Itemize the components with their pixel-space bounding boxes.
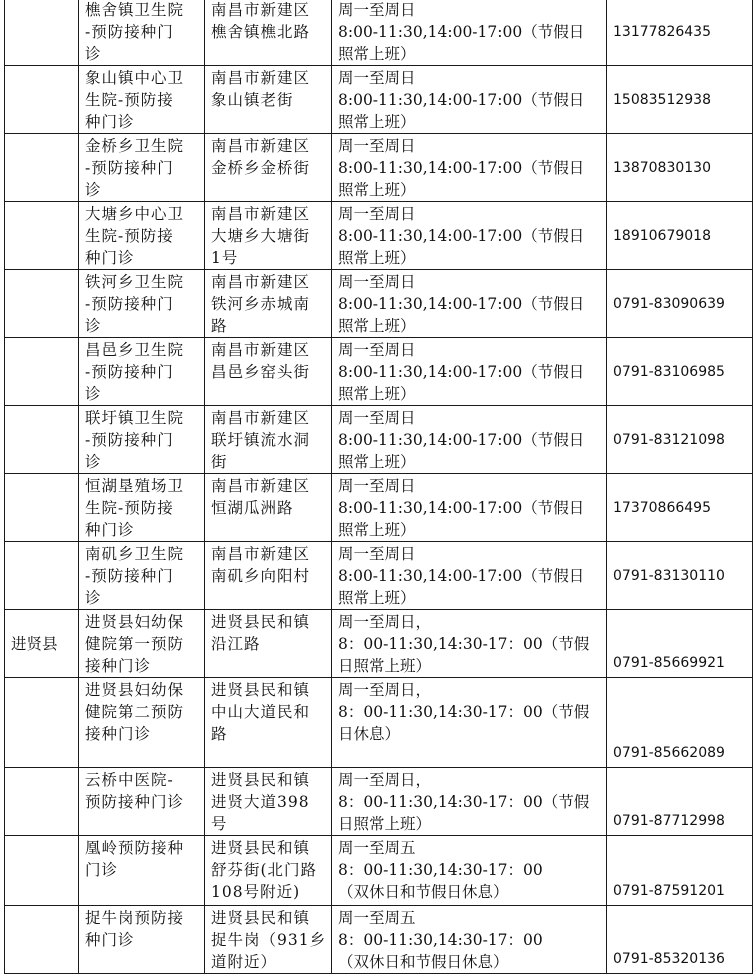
clinic-hours-line: （双休日和节假日休息） xyxy=(338,883,509,901)
clinic-phone: 0791-85662089 xyxy=(607,678,753,768)
table-row xyxy=(5,66,753,134)
clinic-hours-line: 照常上班） xyxy=(338,453,416,471)
clinic-address xyxy=(205,768,332,836)
clinic-hours-line: 照常上班） xyxy=(338,385,416,403)
clinic-hours xyxy=(332,610,607,678)
clinic-phone: 0791-83090639 xyxy=(607,270,753,338)
clinic-address xyxy=(205,906,332,974)
clinic-address-line: 象山镇老街 xyxy=(211,91,294,109)
clinic-address-line: 路 xyxy=(211,317,228,335)
clinic-phone: 0791-83106985 xyxy=(607,338,753,406)
clinic-address-line: 号 xyxy=(211,815,228,833)
clinic-name-line: 南矶乡卫生院 xyxy=(85,545,185,563)
county-cell xyxy=(5,134,79,202)
table-row xyxy=(5,270,753,338)
clinic-address-line: 捉牛岗（931乡 xyxy=(211,931,327,949)
clinic-name xyxy=(79,836,205,906)
table-row xyxy=(5,406,753,474)
county-cell xyxy=(5,836,79,906)
clinic-hours-line: 8:00-11:30,14:00-17:00（节假日 xyxy=(338,363,585,381)
clinic-name-line: 健院第一预防 xyxy=(85,635,185,653)
clinic-hours xyxy=(332,768,607,836)
clinic-hours-line: 周一至周日 xyxy=(338,137,416,155)
clinic-hours xyxy=(332,542,607,610)
clinic-hours-line: 周一至周日， xyxy=(338,613,432,631)
clinic-name-line: 凰岭预防接种 xyxy=(85,839,185,857)
table-row xyxy=(5,542,753,610)
table-row xyxy=(5,678,753,768)
clinic-hours xyxy=(332,202,607,270)
clinic-hours-line: 8:00-11:30,14:00-17:00（节假日 xyxy=(338,159,585,177)
county-cell: 进贤县 xyxy=(5,610,79,678)
county-cell xyxy=(5,0,79,66)
clinic-address-line: 南昌市新建区 xyxy=(211,1,311,19)
clinic-name-line: -预防接种门 xyxy=(85,23,174,41)
county-cell xyxy=(5,406,79,474)
clinic-phone: 0791-85669921 xyxy=(607,610,753,678)
clinic-hours-line: （双休日和节假日休息） xyxy=(338,953,509,971)
clinic-name-line: 诊 xyxy=(85,589,102,607)
county-cell xyxy=(5,202,79,270)
clinic-hours-line: 日照常上班） xyxy=(338,815,432,833)
clinic-name-line: 进贤县妇幼保 xyxy=(85,613,185,631)
clinic-phone: 0791-85320136 xyxy=(607,906,753,974)
clinic-address xyxy=(205,836,332,906)
clinic-address-line: 昌邑乡窑头街 xyxy=(211,363,311,381)
clinic-phone: 0791-83130110 xyxy=(607,542,753,610)
clinic-hours xyxy=(332,270,607,338)
clinic-name-line: 诊 xyxy=(85,317,102,335)
clinic-address xyxy=(205,270,332,338)
clinic-phone: 0791-87712998 xyxy=(607,768,753,836)
clinic-name-line: -预防接种门 xyxy=(85,159,174,177)
table-row xyxy=(5,906,753,974)
clinic-address-line: 南昌市新建区 xyxy=(211,69,311,87)
clinic-hours-line: 8：00-11:30,14:30-17：00 xyxy=(338,931,543,949)
clinic-hours-line: 日休息） xyxy=(338,725,401,743)
clinic-address xyxy=(205,66,332,134)
clinic-hours-line: 照常上班） xyxy=(338,45,416,63)
clinic-name-line: 种门诊 xyxy=(85,113,135,131)
clinic-table-body xyxy=(5,0,753,974)
clinic-hours-line: 8：00-11:30,14:30-17：00（节假 xyxy=(338,703,590,721)
clinic-address-line: 金桥乡金桥街 xyxy=(211,159,311,177)
clinic-name-line: -预防接种门 xyxy=(85,567,174,585)
clinic-name-line: 樵舍镇卫生院 xyxy=(85,1,185,19)
clinic-name xyxy=(79,906,205,974)
clinic-address xyxy=(205,406,332,474)
clinic-phone: 15083512938 xyxy=(607,66,753,134)
clinic-phone: 0791-87591201 xyxy=(607,836,753,906)
clinic-hours-line: 周一至周日 xyxy=(338,477,416,495)
clinic-address-line: 樵舍镇樵北路 xyxy=(211,23,311,41)
clinic-name xyxy=(79,678,205,768)
clinic-address-line: 铁河乡赤城南 xyxy=(211,295,311,313)
clinic-name-line: 健院第二预防 xyxy=(85,703,185,721)
clinic-name xyxy=(79,474,205,542)
clinic-hours xyxy=(332,678,607,768)
table-row xyxy=(5,836,753,906)
clinic-name-line: 进贤县妇幼保 xyxy=(85,681,185,699)
clinic-hours-line: 周一至周日 xyxy=(338,545,416,563)
county-cell xyxy=(5,338,79,406)
county-cell xyxy=(5,66,79,134)
clinic-hours-line: 周一至周日 xyxy=(338,205,416,223)
clinic-name-line: 铁河乡卫生院 xyxy=(85,273,185,291)
clinic-hours-line: 周一至周日 xyxy=(338,341,416,359)
table-row xyxy=(5,338,753,406)
clinic-address-line: 恒湖瓜洲路 xyxy=(211,499,294,517)
clinic-hours-line: 8:00-11:30,14:00-17:00（节假日 xyxy=(338,23,585,41)
clinic-hours-line: 周一至周五 xyxy=(338,909,416,927)
clinic-hours-line: 周一至周五 xyxy=(338,839,416,857)
clinic-address xyxy=(205,610,332,678)
clinic-address-line: 进贤县民和镇 xyxy=(211,839,311,857)
clinic-name xyxy=(79,406,205,474)
table-row xyxy=(5,202,753,270)
clinic-hours-line: 照常上班） xyxy=(338,181,416,199)
clinic-name-line: 云桥中医院- xyxy=(85,771,174,789)
clinic-address-line: 南昌市新建区 xyxy=(211,477,311,495)
clinic-name-line: 种门诊 xyxy=(85,931,135,949)
clinic-address-line: 进贤县民和镇 xyxy=(211,681,311,699)
clinic-name-line: 种门诊 xyxy=(85,249,135,267)
county-cell xyxy=(5,768,79,836)
clinic-name-line: 诊 xyxy=(85,45,102,63)
clinic-name xyxy=(79,134,205,202)
clinic-hours-line: 8:00-11:30,14:00-17:00（节假日 xyxy=(338,91,585,109)
clinic-hours-line: 8：00-11:30,14:30-17：00（节假 xyxy=(338,793,590,811)
clinic-hours xyxy=(332,474,607,542)
clinic-hours xyxy=(332,0,607,66)
clinic-hours-line: 周一至周日， xyxy=(338,771,432,789)
clinic-address xyxy=(205,338,332,406)
clinic-name-line: 门诊 xyxy=(85,861,119,879)
clinic-name xyxy=(79,202,205,270)
clinic-name-line: 象山镇中心卫 xyxy=(85,69,185,87)
clinic-address-line: 进贤大道398 xyxy=(211,793,310,811)
table-row xyxy=(5,768,753,836)
clinic-address-line: 南矶乡向阳村 xyxy=(211,567,311,585)
clinic-name-line: -预防接种门 xyxy=(85,295,174,313)
clinic-name xyxy=(79,270,205,338)
clinic-name-line: 昌邑乡卫生院 xyxy=(85,341,185,359)
clinic-name-line: -预防接种门 xyxy=(85,431,174,449)
clinic-name-line: 预防接种门诊 xyxy=(85,793,185,811)
clinic-phone: 17370866495 xyxy=(607,474,753,542)
clinic-hours-line: 8：00-11:30,14:30-17：00 xyxy=(338,861,543,879)
clinic-phone: 18910679018 xyxy=(607,202,753,270)
clinic-address-line: 街 xyxy=(211,453,228,471)
clinic-address-line: 沿江路 xyxy=(211,635,261,653)
clinic-hours-line: 周一至周日， xyxy=(338,681,432,699)
clinic-hours-line: 日照常上班） xyxy=(338,657,432,675)
clinic-name-line: 大塘乡中心卫 xyxy=(85,205,185,223)
county-cell xyxy=(5,270,79,338)
clinic-name-line: 生院-预防接 xyxy=(85,227,174,245)
clinic-name xyxy=(79,66,205,134)
clinic-address-line: 联圩镇流水洞 xyxy=(211,431,311,449)
table-row xyxy=(5,0,753,66)
table-row xyxy=(5,134,753,202)
clinic-hours-line: 照常上班） xyxy=(338,249,416,267)
clinic-name xyxy=(79,542,205,610)
clinic-address-line: 进贤县民和镇 xyxy=(211,909,311,927)
clinic-hours-line: 8:00-11:30,14:00-17:00（节假日 xyxy=(338,227,585,245)
clinic-hours-line: 8:00-11:30,14:00-17:00（节假日 xyxy=(338,499,585,517)
clinic-hours-line: 照常上班） xyxy=(338,317,416,335)
clinic-phone: 13870830130 xyxy=(607,134,753,202)
table-row xyxy=(5,474,753,542)
county-cell xyxy=(5,474,79,542)
clinic-address-line: 中山大道民和 xyxy=(211,703,311,721)
clinic-address-line: 南昌市新建区 xyxy=(211,205,311,223)
clinic-hours-line: 8：00-11:30,14:30-17：00（节假 xyxy=(338,635,590,653)
clinic-name xyxy=(79,338,205,406)
clinic-hours-line: 照常上班） xyxy=(338,589,416,607)
clinic-name-line: 捉牛岗预防接 xyxy=(85,909,185,927)
clinic-address-line: 路 xyxy=(211,725,228,743)
clinic-hours xyxy=(332,66,607,134)
clinic-phone: 0791-83121098 xyxy=(607,406,753,474)
clinic-hours xyxy=(332,134,607,202)
clinic-address xyxy=(205,134,332,202)
clinic-address-line: 108号附近) xyxy=(211,883,301,901)
clinic-name-line: 生院-预防接 xyxy=(85,91,174,109)
clinic-hours-line: 照常上班） xyxy=(338,113,416,131)
clinic-hours xyxy=(332,906,607,974)
clinic-name-line: 种门诊 xyxy=(85,521,135,539)
clinic-hours-line: 周一至周日 xyxy=(338,1,416,19)
clinic-address xyxy=(205,202,332,270)
clinic-address-line: 南昌市新建区 xyxy=(211,137,311,155)
clinic-name xyxy=(79,768,205,836)
clinic-address xyxy=(205,0,332,66)
clinic-address-line: 南昌市新建区 xyxy=(211,273,311,291)
county-cell xyxy=(5,678,79,768)
clinic-name-line: 接种门诊 xyxy=(85,725,152,743)
clinic-hours xyxy=(332,338,607,406)
clinic-hours xyxy=(332,836,607,906)
clinic-address xyxy=(205,678,332,768)
clinic-name-line: 生院-预防接 xyxy=(85,499,174,517)
clinic-hours xyxy=(332,406,607,474)
county-cell xyxy=(5,542,79,610)
clinic-address-line: 大塘乡大塘街 xyxy=(211,227,311,245)
county-cell xyxy=(5,906,79,974)
clinic-hours-line: 8:00-11:30,14:00-17:00（节假日 xyxy=(338,295,585,313)
clinic-address-line: 南昌市新建区 xyxy=(211,409,311,427)
clinic-name-line: -预防接种门 xyxy=(85,363,174,381)
clinic-hours-line: 照常上班） xyxy=(338,521,416,539)
clinic-name-line: 诊 xyxy=(85,385,102,403)
clinic-hours-line: 周一至周日 xyxy=(338,409,416,427)
table-row xyxy=(5,610,753,678)
clinic-address-line: 舒芬街(北门路 xyxy=(211,861,318,879)
clinic-address-line: 进贤县民和镇 xyxy=(211,771,311,789)
clinic-hours-line: 周一至周日 xyxy=(338,69,416,87)
clinic-address-line: 道附近） xyxy=(211,953,278,971)
clinic-address-line: 进贤县民和镇 xyxy=(211,613,311,631)
clinic-address-line: 南昌市新建区 xyxy=(211,545,311,563)
clinic-hours-line: 8:00-11:30,14:00-17:00（节假日 xyxy=(338,431,585,449)
clinic-hours-line: 8:00-11:30,14:00-17:00（节假日 xyxy=(338,567,585,585)
clinic-phone: 13177826435 xyxy=(607,0,753,66)
clinic-name xyxy=(79,0,205,66)
clinic-table xyxy=(4,0,753,974)
clinic-name-line: 接种门诊 xyxy=(85,657,152,675)
clinic-address-line: 南昌市新建区 xyxy=(211,341,311,359)
clinic-name-line: 金桥乡卫生院 xyxy=(85,137,185,155)
clinic-address xyxy=(205,542,332,610)
clinic-address-line: 1号 xyxy=(211,249,239,267)
clinic-address xyxy=(205,474,332,542)
clinic-hours-line: 周一至周日 xyxy=(338,273,416,291)
clinic-name-line: 诊 xyxy=(85,453,102,471)
clinic-name xyxy=(79,610,205,678)
clinic-name-line: 恒湖垦殖场卫 xyxy=(85,477,185,495)
clinic-name-line: 联圩镇卫生院 xyxy=(85,409,185,427)
clinic-name-line: 诊 xyxy=(85,181,102,199)
